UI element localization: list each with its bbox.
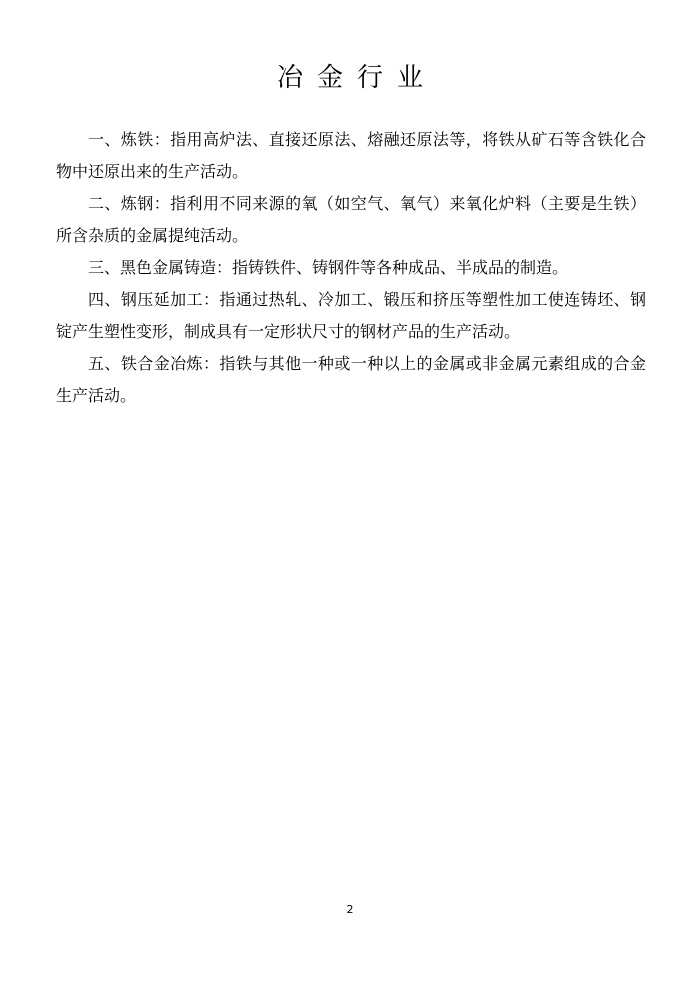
paragraph-ferrous-casting: 三、黑色金属铸造：指铸铁件、铸钢件等各种成品、半成品的制造。 (88, 258, 569, 277)
page-title: 冶金行业 (276, 63, 437, 93)
paragraph-ironmaking: 一、炼铁：指用高炉法、直接还原法、熔融还原法等，将铁从矿石等含铁化合物中还原出来的生产活动。 (56, 130, 646, 181)
paragraph-steel-rolling: 四、钢压延加工：指通过热轧、冷加工、锻压和挤压等塑性加工使连铸坯、钢锭产生塑性变形，制成具有一定形状尺寸的钢材产品的生产活动。 (56, 290, 646, 341)
page-number: 2 (346, 903, 354, 916)
paragraph-ferroalloy-smelting: 五、铁合金冶炼：指铁与其他一种或一种以上的金属或非金属元素组成的合金生产活动。 (56, 354, 646, 405)
document-body (56, 124, 646, 412)
paragraph-steelmaking: 二、炼钢：指利用不同来源的氧（如空气、氧气）来氧化炉料（主要是生铁）所含杂质的金属提纯活动。 (56, 194, 646, 245)
